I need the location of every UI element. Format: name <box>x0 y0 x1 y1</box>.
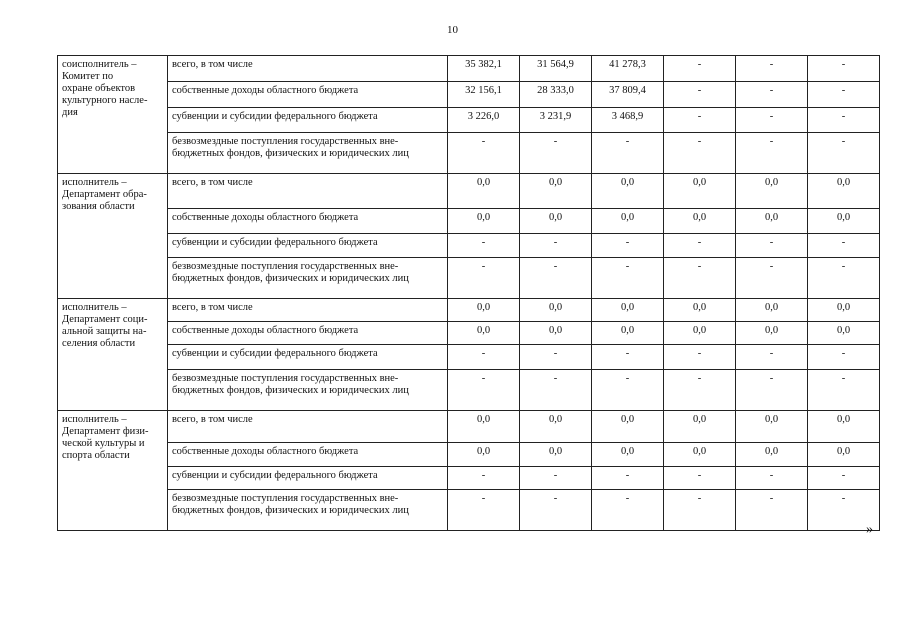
funding-source-label: безвозмездные поступления государственных вне-бюджетных фондов, физических и юридических лиц <box>168 370 448 411</box>
table-row <box>58 370 880 411</box>
value-cell: 37 809,4 <box>592 82 664 108</box>
value-cell: - <box>736 133 808 174</box>
funding-source-label: всего, в том числе <box>168 174 448 209</box>
entity-line: Департамент обра- <box>62 189 147 200</box>
value-cell: - <box>664 490 736 531</box>
value-cell: 0,0 <box>520 209 592 234</box>
value-cell: 28 333,0 <box>520 82 592 108</box>
value-cell: 0,0 <box>520 443 592 467</box>
value-cell: 0,0 <box>736 443 808 467</box>
value-cell: - <box>736 82 808 108</box>
value-cell: 0,0 <box>592 443 664 467</box>
value-cell: - <box>808 467 880 490</box>
value-cell: - <box>520 234 592 258</box>
value-cell: - <box>808 108 880 133</box>
value-cell: - <box>736 234 808 258</box>
value-cell: 0,0 <box>808 322 880 345</box>
value-cell: - <box>664 467 736 490</box>
value-cell: - <box>448 490 520 531</box>
funding-source-label: собственные доходы областного бюджета <box>168 443 448 467</box>
value-cell: - <box>448 467 520 490</box>
value-cell: - <box>664 56 736 82</box>
value-cell: 0,0 <box>664 322 736 345</box>
value-cell: - <box>520 490 592 531</box>
funding-source-label: всего, в том числе <box>168 56 448 82</box>
value-cell: - <box>664 234 736 258</box>
value-cell: - <box>592 133 664 174</box>
value-cell: - <box>736 56 808 82</box>
value-cell: - <box>808 490 880 531</box>
funding-source-label: собственные доходы областного бюджета <box>168 322 448 345</box>
value-cell: - <box>592 234 664 258</box>
value-cell: 0,0 <box>448 443 520 467</box>
entity-line: зования области <box>62 201 135 212</box>
value-cell: 0,0 <box>736 322 808 345</box>
value-cell: - <box>664 133 736 174</box>
value-cell: - <box>520 133 592 174</box>
table-row <box>58 443 880 467</box>
table-row <box>58 209 880 234</box>
funding-source-label: всего, в том числе <box>168 299 448 322</box>
value-cell: 0,0 <box>736 209 808 234</box>
funding-source-label: всего, в том числе <box>168 411 448 443</box>
value-cell: 3 226,0 <box>448 108 520 133</box>
value-cell: - <box>664 258 736 299</box>
funding-source-label: безвозмездные поступления государственных вне-бюджетных фондов, физических и юридических лиц <box>168 258 448 299</box>
value-cell: - <box>592 258 664 299</box>
funding-source-label: собственные доходы областного бюджета <box>168 82 448 108</box>
value-cell: - <box>592 467 664 490</box>
value-cell: - <box>448 234 520 258</box>
entity-cell <box>58 174 168 299</box>
value-cell: 0,0 <box>592 209 664 234</box>
value-cell: - <box>520 345 592 370</box>
value-cell: 3 468,9 <box>592 108 664 133</box>
value-cell: 0,0 <box>520 322 592 345</box>
value-cell: - <box>592 490 664 531</box>
value-cell: 41 278,3 <box>592 56 664 82</box>
value-cell: 0,0 <box>448 209 520 234</box>
value-cell: - <box>664 82 736 108</box>
value-cell: 32 156,1 <box>448 82 520 108</box>
value-cell: 0,0 <box>808 174 880 209</box>
funding-source-label: субвенции и субсидии федерального бюджета <box>168 345 448 370</box>
entity-line: дия <box>62 107 78 118</box>
value-cell: 0,0 <box>808 443 880 467</box>
value-cell: 0,0 <box>664 174 736 209</box>
value-cell: 0,0 <box>448 411 520 443</box>
value-cell: 0,0 <box>664 411 736 443</box>
table-row <box>58 82 880 108</box>
entity-line: исполнитель – <box>62 302 127 313</box>
value-cell: 3 231,9 <box>520 108 592 133</box>
table-row <box>58 322 880 345</box>
funding-source-label: субвенции и субсидии федерального бюджета <box>168 234 448 258</box>
value-cell: - <box>736 467 808 490</box>
value-cell: - <box>808 234 880 258</box>
table-row <box>58 299 880 322</box>
entity-line: Комитет по <box>62 71 114 82</box>
value-cell: - <box>592 345 664 370</box>
value-cell: 0,0 <box>520 411 592 443</box>
table-row <box>58 411 880 443</box>
entity-line: исполнитель – <box>62 414 127 425</box>
page-number: 10 <box>447 24 458 36</box>
funding-source-label: субвенции и субсидии федерального бюджета <box>168 467 448 490</box>
value-cell: - <box>808 370 880 411</box>
table-row <box>58 56 880 82</box>
value-cell: - <box>736 345 808 370</box>
value-cell: 0,0 <box>448 322 520 345</box>
closing-quote: » <box>866 522 873 537</box>
entity-cell <box>58 411 168 531</box>
funding-source-label: субвенции и субсидии федерального бюджета <box>168 108 448 133</box>
value-cell: - <box>448 133 520 174</box>
table-row <box>58 490 880 531</box>
value-cell: - <box>520 370 592 411</box>
value-cell: 0,0 <box>736 174 808 209</box>
table-row <box>58 174 880 209</box>
entity-line: охране объектов <box>62 83 136 94</box>
value-cell: 31 564,9 <box>520 56 592 82</box>
value-cell: - <box>448 370 520 411</box>
funding-source-label: безвозмездные поступления государственных вне-бюджетных фондов, физических и юридических лиц <box>168 490 448 531</box>
entity-line: альной защиты на- <box>62 326 147 337</box>
table-row <box>58 133 880 174</box>
value-cell: 35 382,1 <box>448 56 520 82</box>
value-cell: 0,0 <box>736 411 808 443</box>
table-row <box>58 258 880 299</box>
value-cell: - <box>448 258 520 299</box>
value-cell: - <box>664 108 736 133</box>
entity-line: спорта области <box>62 450 130 461</box>
value-cell: - <box>808 345 880 370</box>
value-cell: - <box>736 370 808 411</box>
value-cell: - <box>664 345 736 370</box>
budget-table <box>57 55 880 531</box>
value-cell: - <box>736 490 808 531</box>
table-row <box>58 234 880 258</box>
budget-table-body <box>58 56 880 531</box>
entity-line: Департамент соци- <box>62 314 148 325</box>
value-cell: 0,0 <box>520 174 592 209</box>
value-cell: - <box>448 345 520 370</box>
value-cell: - <box>736 108 808 133</box>
funding-source-label: собственные доходы областного бюджета <box>168 209 448 234</box>
entity-line: селения области <box>62 338 136 349</box>
value-cell: - <box>520 258 592 299</box>
entity-line: ческой культуры и <box>62 438 145 449</box>
value-cell: - <box>520 467 592 490</box>
value-cell: - <box>808 133 880 174</box>
table-row <box>58 467 880 490</box>
value-cell: - <box>808 258 880 299</box>
value-cell: 0,0 <box>592 299 664 322</box>
entity-cell <box>58 56 168 174</box>
value-cell: 0,0 <box>664 209 736 234</box>
value-cell: 0,0 <box>808 411 880 443</box>
value-cell: 0,0 <box>808 209 880 234</box>
value-cell: 0,0 <box>592 322 664 345</box>
entity-line: исполнитель – <box>62 177 127 188</box>
value-cell: 0,0 <box>448 174 520 209</box>
value-cell: 0,0 <box>808 299 880 322</box>
value-cell: - <box>592 370 664 411</box>
value-cell: 0,0 <box>520 299 592 322</box>
entity-cell <box>58 299 168 411</box>
value-cell: 0,0 <box>592 411 664 443</box>
entity-line: культурного насле- <box>62 95 148 106</box>
value-cell: - <box>736 258 808 299</box>
entity-line: Департамент физи- <box>62 426 149 437</box>
table-row <box>58 345 880 370</box>
value-cell: 0,0 <box>592 174 664 209</box>
value-cell: - <box>664 370 736 411</box>
table-row <box>58 108 880 133</box>
value-cell: 0,0 <box>664 443 736 467</box>
value-cell: 0,0 <box>664 299 736 322</box>
value-cell: 0,0 <box>736 299 808 322</box>
value-cell: 0,0 <box>448 299 520 322</box>
funding-source-label: безвозмездные поступления государственных вне-бюджетных фондов, физических и юридических лиц <box>168 133 448 174</box>
value-cell: - <box>808 56 880 82</box>
entity-line: соисполнитель – <box>62 59 137 70</box>
value-cell: - <box>808 82 880 108</box>
